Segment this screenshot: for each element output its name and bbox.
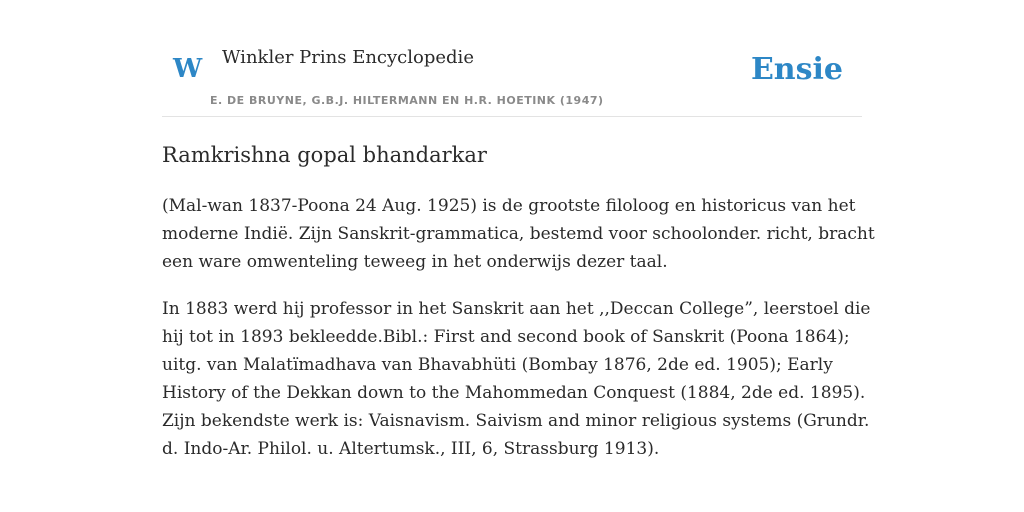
text-line: Zijn bekendste werk is: Vaisnavism. Saivism and minor religious systems (Grundr. — [162, 411, 870, 431]
site-logo-icon[interactable]: W — [173, 54, 203, 84]
site-title[interactable]: Winkler Prins Encyclopedie — [222, 47, 474, 68]
text-line: d. Indo-Ar. Philol. u. Altertumsk., III, 6, Strassburg 1913). — [162, 439, 660, 459]
text-line: History of the Dekkan down to the Mahommedan Conquest (1884, 2de ed. 1895). — [162, 383, 866, 403]
text-line: moderne Indië. Zijn Sanskrit-grammatica, bestemd voor schoolonder. richt, bracht — [162, 224, 875, 244]
brand-logo[interactable]: Ensie — [750, 52, 843, 87]
paragraph-1 — [162, 192, 875, 276]
paragraph-2 — [162, 295, 871, 463]
text-line: uitg. van Malatïmadhava van Bhavabhüti (Bombay 1876, 2de ed. 1905); Early — [162, 355, 833, 375]
article-body — [162, 192, 875, 482]
text-line: (Mal-wan 1837-Poona 24 Aug. 1925) is de grootste filoloog en historicus van het — [162, 196, 856, 216]
text-line: hij tot in 1893 bekleedde.Bibl.: First and second book of Sanskrit (Poona 1864); — [162, 327, 850, 347]
header — [162, 0, 862, 117]
authors-line: E. DE BRUYNE, G.B.J. HILTERMANN EN H.R. HOETINK (1947) — [210, 94, 604, 107]
text-line: een ware omwenteling teweeg in het onderwijs dezer taal. — [162, 252, 668, 272]
article-title: Ramkrishna gopal bhandarkar — [162, 143, 487, 167]
text-line: In 1883 werd hij professor in het Sanskrit aan het ,,Deccan College”, leerstoel die — [162, 299, 871, 319]
